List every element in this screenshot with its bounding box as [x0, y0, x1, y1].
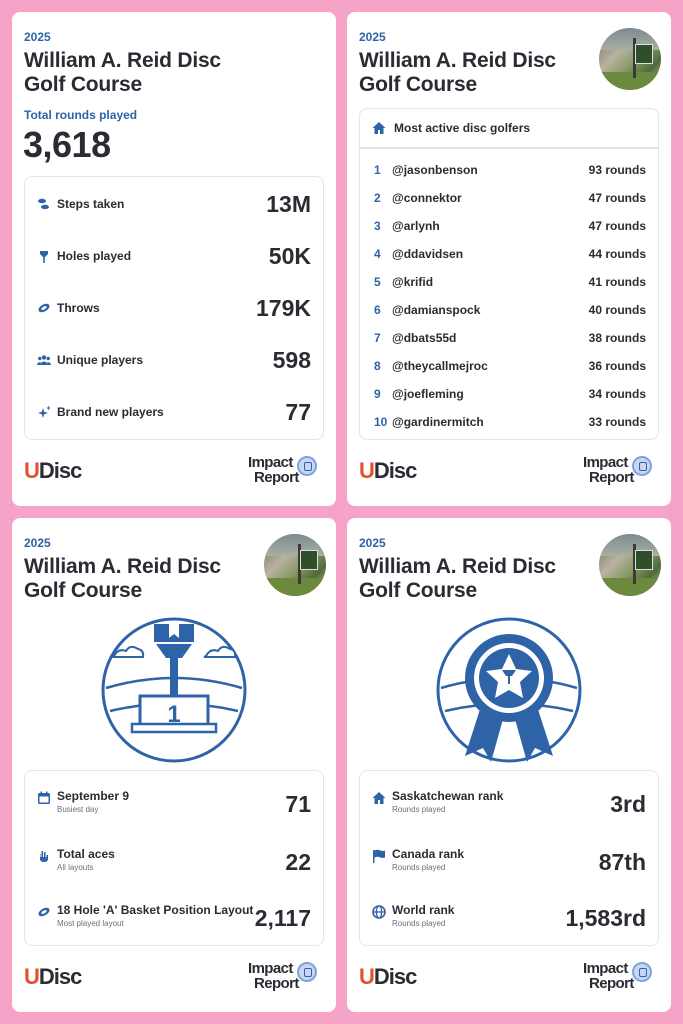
stat-label: Throws — [57, 301, 100, 315]
course-photo-avatar — [599, 534, 661, 596]
group-icon — [37, 353, 51, 367]
home-icon — [372, 791, 386, 805]
stat-label: Brand new players — [57, 405, 164, 419]
podium-number: 1 — [167, 701, 181, 728]
ranks-panel — [359, 770, 659, 946]
award-ribbon-illustration-icon — [435, 616, 583, 764]
year-label: 2025 — [359, 536, 386, 550]
stat-row-steps — [37, 189, 311, 219]
flag-icon — [372, 849, 386, 863]
leaderboard-card — [347, 12, 671, 506]
fact-row-busiest-day: September 9 Busiest day 71 — [37, 787, 311, 823]
course-title: William A. Reid Disc Golf Course — [359, 49, 556, 96]
calendar-icon — [37, 791, 51, 805]
summary-card — [12, 12, 336, 506]
list-item[interactable]: 1 @jasonbenson 93 rounds — [374, 163, 646, 177]
impact-badge-icon — [297, 456, 317, 476]
udisc-logo: UDisc — [359, 458, 417, 483]
leaderboard-header — [372, 121, 530, 135]
sparkle-icon — [37, 405, 51, 419]
stat-value: 77 — [285, 398, 311, 425]
course-title: William A. Reid Disc Golf Course — [24, 49, 221, 96]
fact-row-layout: 18 Hole 'A' Basket Position Layout Most played layout 2,117 — [37, 901, 311, 937]
year-label: 2025 — [359, 30, 386, 44]
stat-row-throws — [37, 293, 311, 323]
year-label: 2025 — [24, 30, 51, 44]
impact-report-logo: Impact Report — [583, 960, 657, 994]
total-rounds-label: Total rounds played — [24, 108, 138, 122]
stat-row-holes — [37, 241, 311, 271]
rank-row-country: Canada rank Rounds played 87th — [372, 845, 646, 881]
stat-label: Holes played — [57, 249, 132, 263]
stat-row-new-players — [37, 397, 311, 427]
impact-report-logo: Impact Report — [248, 960, 322, 994]
rankings-card — [347, 518, 671, 1012]
list-item[interactable]: 9 @joefleming 34 rounds — [374, 387, 646, 401]
list-item[interactable]: 7 @dbats55d 38 rounds — [374, 331, 646, 345]
disc-icon — [37, 905, 51, 919]
course-photo-avatar — [599, 28, 661, 90]
footsteps-icon — [37, 197, 51, 211]
ace-hand-icon — [37, 849, 51, 863]
leaderboard-title: Most active disc golfers — [394, 121, 531, 135]
udisc-logo: UDisc — [359, 964, 417, 989]
year-label: 2025 — [24, 536, 51, 550]
udisc-logo: UDisc — [24, 964, 82, 989]
course-title: William A. Reid Disc Golf Course — [24, 555, 221, 602]
stat-label: Steps taken — [57, 197, 125, 211]
stat-value: 50K — [268, 242, 311, 269]
course-photo-avatar — [264, 534, 326, 596]
home-icon — [372, 121, 386, 135]
impact-report-logo: Impact Report — [248, 454, 322, 488]
rank-row-province: Saskatchewan rank Rounds played 3rd — [372, 787, 646, 823]
impact-badge-icon — [632, 962, 652, 982]
list-item[interactable]: 3 @arlynh 47 rounds — [374, 219, 646, 233]
rank-row-world: World rank Rounds played 1,583rd — [372, 901, 646, 937]
impact-report-logo: Impact Report — [583, 454, 657, 488]
fact-row-total-aces: Total aces All layouts 22 — [37, 845, 311, 881]
list-item[interactable]: 5 @krifid 41 rounds — [374, 275, 646, 289]
impact-badge-icon — [297, 962, 317, 982]
stat-row-unique-players — [37, 345, 311, 375]
course-title: William A. Reid Disc Golf Course — [359, 555, 556, 602]
udisc-logo: UDisc — [24, 458, 82, 483]
stat-value: 13M — [266, 190, 311, 217]
impact-badge-icon — [632, 456, 652, 476]
stat-value: 179K — [256, 294, 311, 321]
basket-icon — [37, 249, 51, 263]
disc-icon — [37, 301, 51, 315]
list-item[interactable]: 10 @gardinermitch 33 rounds — [374, 415, 646, 429]
podium-basket-illustration-icon — [100, 616, 248, 764]
stats-panel — [24, 176, 324, 440]
list-item[interactable]: 6 @damianspock 40 rounds — [374, 303, 646, 317]
facts-panel — [24, 770, 324, 946]
total-rounds-value: 3,618 — [23, 124, 111, 165]
facts-card — [12, 518, 336, 1012]
globe-icon — [372, 905, 386, 919]
stat-value: 598 — [272, 346, 311, 373]
leaderboard-panel — [359, 108, 659, 440]
list-item[interactable]: 4 @ddavidsen 44 rounds — [374, 247, 646, 261]
stat-label: Unique players — [57, 353, 144, 367]
list-item[interactable]: 8 @theycallmejroc 36 rounds — [374, 359, 646, 373]
list-item[interactable]: 2 @connektor 47 rounds — [374, 191, 646, 205]
